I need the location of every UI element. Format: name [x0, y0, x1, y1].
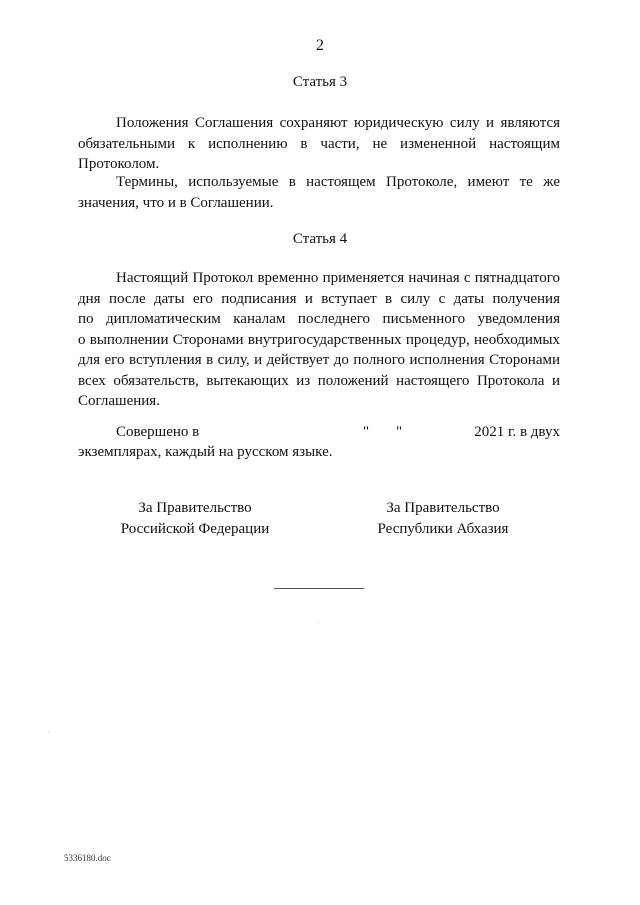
text-line: по дипломатическим каналам последнего письменного уведомления: [78, 311, 560, 327]
article-3-paragraph-1: [78, 113, 560, 175]
text-line: для его вступления в силу, и действует до полного исполнения Сторонами: [78, 352, 560, 368]
done-tail: экземплярах, каждый на русском языке.: [78, 444, 333, 460]
scan-mark: [318, 622, 319, 623]
signatory-russia: [110, 498, 280, 539]
article-3-heading: Статья 3: [292, 74, 348, 90]
text-line: Настоящий Протокол временно применяется начиная с пятнадцатого: [116, 270, 560, 286]
signatory-line: За Правительство: [386, 500, 500, 516]
text-line: обязательными к исполнению в части, не измененной настоящим: [78, 135, 560, 152]
article-3-paragraph-2: [78, 172, 560, 213]
text-line: всех обязательств, вытекающих из положений настоящего Протокола и: [78, 372, 560, 389]
article-4-paragraph-1: [78, 268, 560, 412]
article-4-heading: Статья 4: [292, 231, 348, 247]
scan-mark: [48, 732, 49, 733]
done-line: [78, 424, 560, 444]
document-id: 5336180.doc: [64, 853, 111, 863]
text-line: Протоколом.: [78, 156, 160, 172]
text-line: о выполнении Сторонами внутригосударственных процедур, необходимых: [78, 331, 560, 348]
date-quote-close: ": [396, 424, 403, 440]
signatory-line: Российской Федерации: [120, 520, 270, 537]
done-year: 2021 г. в двух: [474, 424, 560, 440]
done-prefix: Совершено в: [116, 424, 200, 440]
end-rule: [274, 588, 364, 589]
signatory-line: За Правительство: [138, 500, 252, 516]
text-line: Положения Соглашения сохраняют юридическую силу и являются: [116, 115, 560, 131]
signatory-line: Республики Абхазия: [377, 520, 509, 537]
date-quote-open: ": [363, 424, 370, 440]
signatory-abkhazia: [360, 498, 526, 539]
text-line: Термины, используемые в настоящем Протоколе, имеют те же: [116, 174, 560, 190]
text-line: значения, что и в Соглашении.: [78, 194, 274, 211]
text-line: дня после даты его подписания и вступает в силу с даты получения: [78, 290, 560, 307]
page-number: 2: [316, 37, 324, 54]
text-line: Соглашения.: [78, 393, 160, 409]
